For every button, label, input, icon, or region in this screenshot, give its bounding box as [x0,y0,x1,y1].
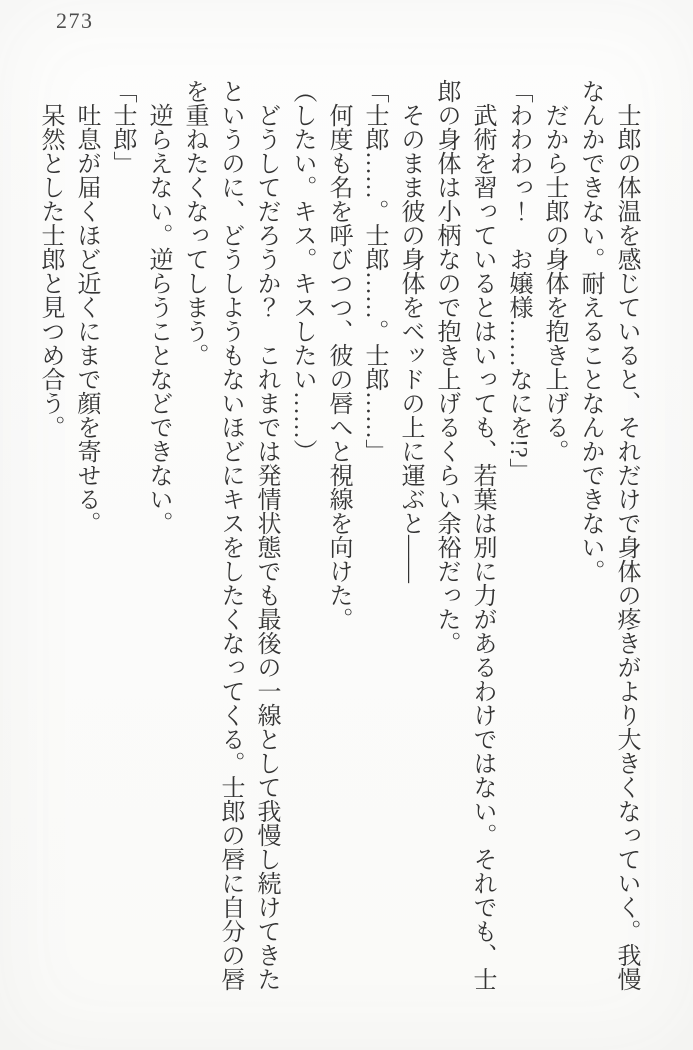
text-column-14: 逆らえない。逆らうことなどできない。 [145,79,171,535]
text-column-11: どうしてだろうか？ これまでは発情状態でも最後の一線として我慢し続けてきた [253,79,279,991]
text-column-04: 「わわわっ！ お嬢様……なにを!?」 [505,79,531,482]
text-column-10: （したい。キス。キスしたい……） [289,79,315,463]
text-column-02: なんかできない。耐えることなんかできない。 [577,79,603,583]
text-column-17: 呆然とした士郎と見つめ合う。 [37,79,63,439]
text-column-16: 吐息が届くほど近くにまで顔を寄せる。 [73,79,99,535]
page-number: 273 [56,8,94,33]
text-column-13: を重ねたくなってしまう。 [181,79,207,367]
text-column-07: そのまま彼の身体をベッドの上に運ぶと―― [397,79,423,583]
text-column-08: 「士郎……。士郎……。士郎……」 [361,79,387,463]
text-column-05: 武術を習っているとはいっても、若葉は別に力があるわけではない。それでも、士 [469,79,495,991]
text-column-06: 郎の身体は小柄なので抱き上げるくらい余裕だった。 [433,79,459,655]
text-column-09: 何度も名を呼びつつ、彼の唇へと視線を向けた。 [325,79,351,631]
text-column-12: というのに、どうしようもないほどにキスをしたくなってくる。士郎の唇に自分の唇 [217,79,243,991]
text-column-15: 「士郎」 [109,79,135,175]
body-text [31,79,644,991]
text-column-01: 士郎の体温を感じていると、それだけで身体の疼きがより大きくなっていく。我慢 [613,79,639,991]
text-column-03: だから士郎の身体を抱き上げる。 [541,79,567,463]
